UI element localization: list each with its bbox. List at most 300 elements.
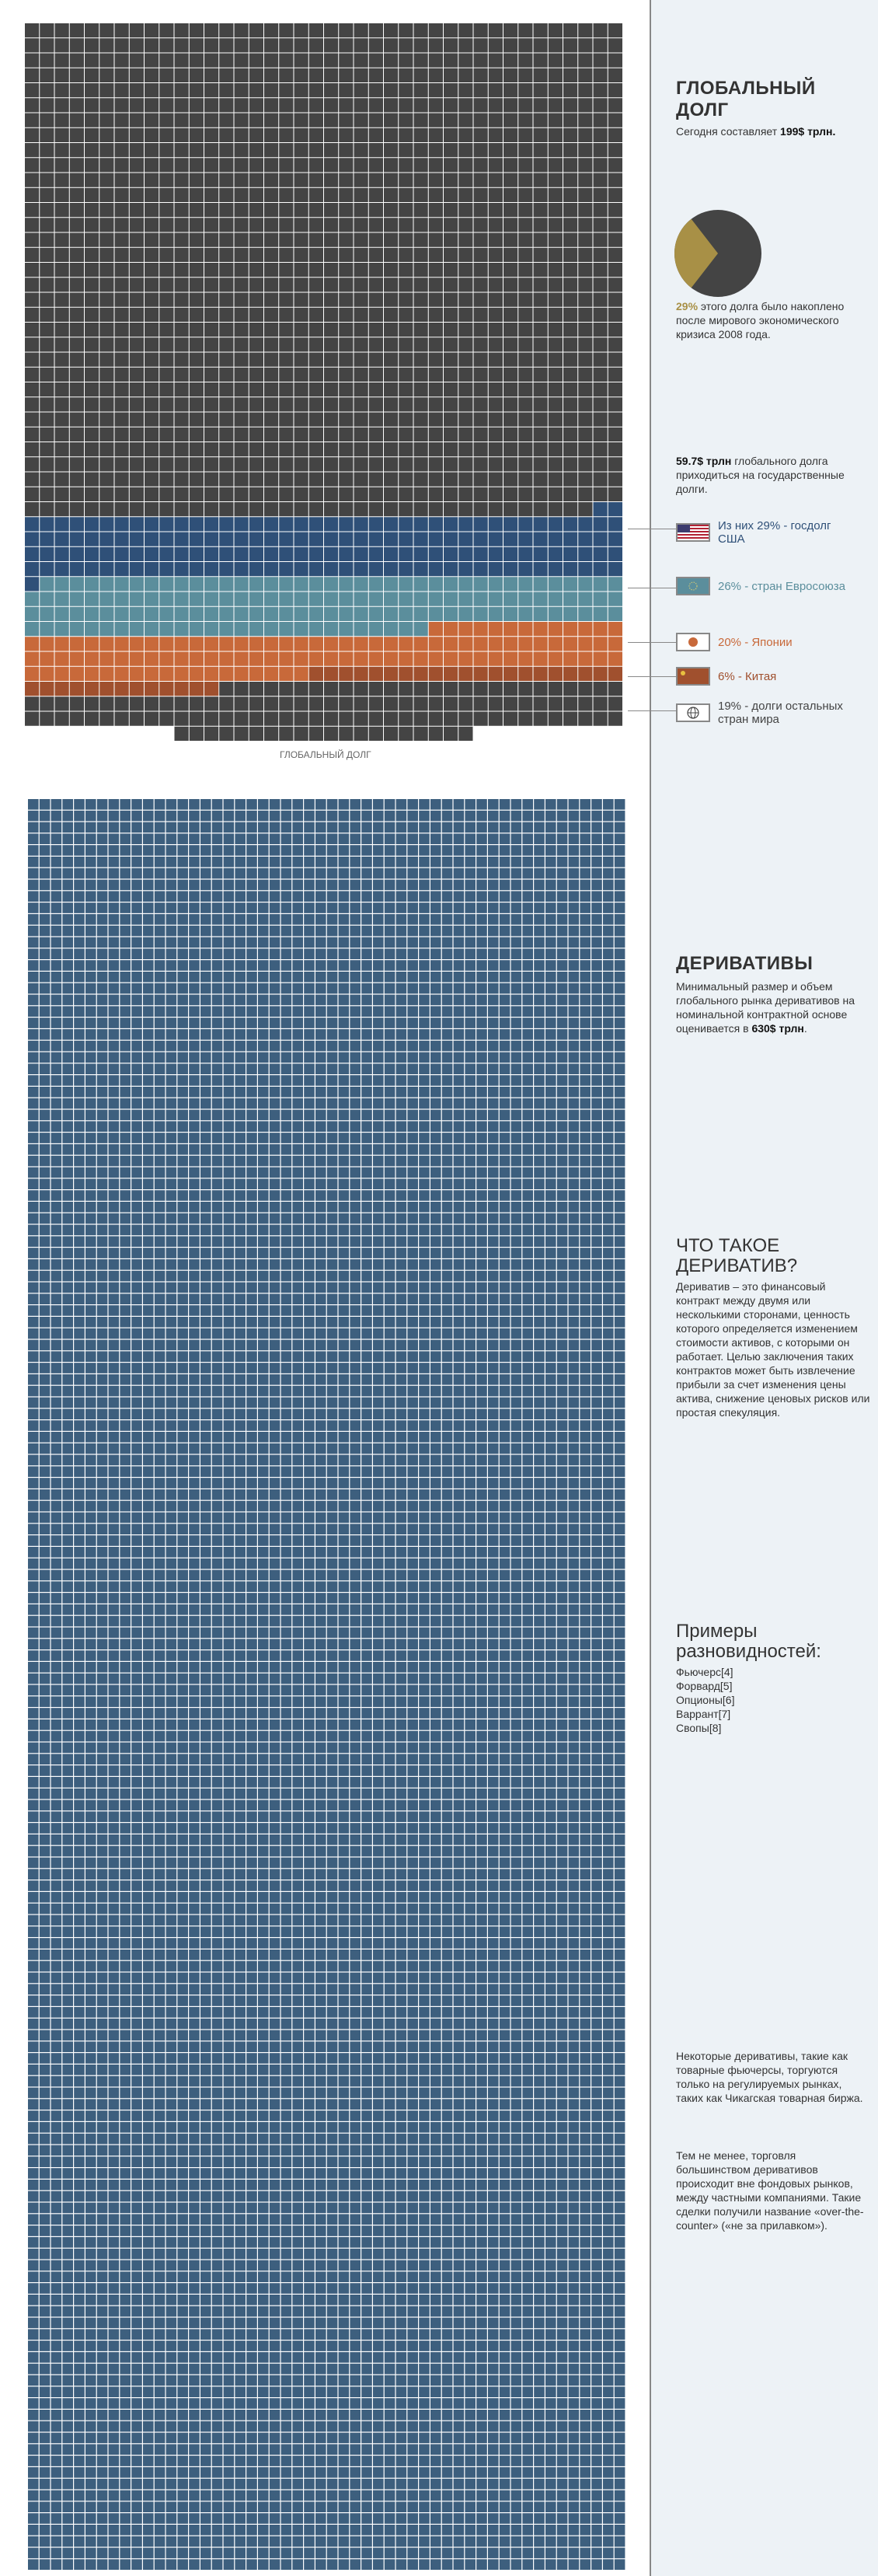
derivatives-cell [500,1443,510,1454]
derivatives-cell [246,1478,257,1489]
derivatives-cell [304,1041,315,1052]
derivatives-cell [465,1305,476,1316]
derivatives-cell [580,1466,591,1477]
derivatives-cell [143,960,154,971]
derivatives-cell [476,1283,487,1293]
derivatives-cell [534,891,545,902]
derivatives-cell [557,868,568,879]
derivatives-cell [396,983,407,994]
derivatives-cell [580,972,591,983]
derivatives-cell [580,1374,591,1385]
derivatives-cell [545,1052,556,1063]
derivatives-cell [385,1351,395,1362]
derivatives-cell [373,1202,384,1213]
derivatives-cell [488,857,499,867]
derivatives-cell [270,1017,280,1028]
derivatives-cell [281,1213,292,1224]
derivatives-cell [131,995,142,1006]
derivatives-cell [545,1098,556,1109]
derivatives-cell [177,1271,188,1282]
derivatives-cell [603,1398,614,1408]
derivatives-cell [476,1144,487,1155]
derivatives-cell [166,1144,177,1155]
derivatives-cell [327,983,338,994]
derivatives-cell [419,1293,430,1304]
derivatives-cell [281,1202,292,1213]
derivatives-cell [120,822,131,833]
derivatives-cell [304,1225,315,1236]
derivatives-cell [235,1478,246,1489]
derivatives-cell [488,1271,499,1282]
derivatives-cell [350,1178,361,1189]
derivatives-cell [131,926,142,937]
derivatives-cell [166,1466,177,1477]
derivatives-cell [350,1248,361,1258]
derivatives-cell [143,1455,154,1466]
derivatives-cell [361,1340,372,1351]
derivatives-cell [281,1063,292,1074]
derivatives-cell [143,811,154,822]
derivatives-cell [465,1351,476,1362]
derivatives-cell [97,1075,108,1086]
derivatives-cell [522,995,533,1006]
derivatives-cell [591,995,602,1006]
derivatives-cell [603,1271,614,1282]
derivatives-cell [40,1408,51,1419]
derivatives-cell [40,880,51,891]
derivatives-cell [407,1178,418,1189]
derivatives-cell [189,845,200,856]
derivatives-cell [200,1317,211,1328]
derivatives-cell [189,833,200,844]
derivatives-cell [603,972,614,983]
derivatives-cell [74,1041,85,1052]
derivatives-cell [85,1363,96,1374]
derivatives-cell [476,1248,487,1258]
derivatives-cell [557,1283,568,1293]
derivatives-cell [615,1455,625,1466]
derivatives-cell [270,1213,280,1224]
derivatives-cell [534,1386,545,1397]
derivatives-cell [85,914,96,925]
derivatives-cell [189,926,200,937]
derivatives-cell [385,1133,395,1143]
derivatives-cell [74,880,85,891]
derivatives-cell [500,1340,510,1351]
derivatives-cell [580,1178,591,1189]
derivatives-cell [350,868,361,879]
derivatives-cell [85,1041,96,1052]
derivatives-cell [407,891,418,902]
derivatives-cell [212,1443,223,1454]
derivatives-cell [200,1110,211,1121]
derivatives-cell [281,1398,292,1408]
derivatives-cell [258,1190,269,1201]
derivatives-cell [235,902,246,913]
derivatives-cell [569,1443,580,1454]
derivatives-cell [200,1408,211,1419]
derivatives-cell [361,1006,372,1017]
derivatives-cell [155,983,165,994]
derivatives-cell [511,857,522,867]
derivatives-cell [488,833,499,844]
derivatives-cell [270,1283,280,1293]
derivatives-cell [454,1063,465,1074]
derivatives-cell [569,995,580,1006]
derivatives-cell [51,1041,62,1052]
derivatives-cell [304,1420,315,1431]
derivatives-cell [212,960,223,971]
derivatives-cell [281,1110,292,1121]
derivatives-cell [235,1328,246,1339]
derivatives-cell [109,1432,120,1443]
derivatives-cell [189,1432,200,1443]
derivatives-cell [281,948,292,959]
derivatives-cell [315,995,326,1006]
derivatives-cell [442,1213,453,1224]
derivatives-cell [224,1259,235,1270]
derivatives-cell [40,1455,51,1466]
derivatives-cell [258,1374,269,1385]
derivatives-cell [85,1133,96,1143]
derivatives-cell [212,868,223,879]
derivatives-cell [339,845,350,856]
derivatives-cell [120,1408,131,1419]
derivatives-cell [361,1202,372,1213]
derivatives-cell [350,1317,361,1328]
derivatives-cell [603,1133,614,1143]
derivatives-cell [522,1374,533,1385]
derivatives-cell [373,811,384,822]
derivatives-cell [339,1271,350,1282]
derivatives-cell [615,1063,625,1074]
derivatives-cell [304,914,315,925]
derivatives-cell [396,1293,407,1304]
derivatives-cell [258,1443,269,1454]
derivatives-cell [396,1041,407,1052]
derivatives-cell [430,857,441,867]
derivatives-cell [522,811,533,822]
derivatives-cell [511,902,522,913]
derivatives-cell [281,1408,292,1419]
derivatives-cell [500,1144,510,1155]
derivatives-cell [603,960,614,971]
derivatives-cell [350,1052,361,1063]
derivatives-cell [177,1041,188,1052]
derivatives-cell [339,1110,350,1121]
derivatives-cell [385,1190,395,1201]
derivatives-cell [28,868,39,879]
derivatives-cell [488,1374,499,1385]
derivatives-cell [361,1317,372,1328]
derivatives-cell [143,995,154,1006]
derivatives-cell [373,1305,384,1316]
derivatives-cell [591,880,602,891]
derivatives-cell [580,1006,591,1017]
derivatives-cell [74,1063,85,1074]
derivatives-cell [281,822,292,833]
derivatives-cell [85,891,96,902]
derivatives-cell [430,1466,441,1477]
derivatives-cell [419,811,430,822]
derivatives-cell [430,1236,441,1247]
derivatives-cell [465,833,476,844]
derivatives-cell [615,891,625,902]
derivatives-cell [189,1063,200,1074]
derivatives-cell [143,833,154,844]
derivatives-cell [419,1271,430,1282]
derivatives-cell [580,1386,591,1397]
derivatives-cell [304,960,315,971]
derivatives-cell [419,1168,430,1178]
derivatives-cell [465,822,476,833]
derivatives-cell [304,937,315,948]
derivatives-cell [40,1075,51,1086]
derivatives-cell [500,891,510,902]
derivatives-cell [373,926,384,937]
derivatives-cell [258,1029,269,1040]
derivatives-cell [155,1029,165,1040]
derivatives-cell [177,937,188,948]
derivatives-cell [281,1236,292,1247]
derivatives-cell [155,1408,165,1419]
derivatives-cell [327,1017,338,1028]
derivatives-cell [85,1121,96,1132]
derivatives-cell [109,1202,120,1213]
derivatives-cell [327,1052,338,1063]
derivatives-cell [465,1248,476,1258]
derivatives-cell [270,1168,280,1178]
derivatives-cell [97,983,108,994]
derivatives-cell [109,868,120,879]
derivatives-cell [315,1478,326,1489]
derivatives-cell [350,1213,361,1224]
derivatives-cell [615,1328,625,1339]
derivatives-cell [28,1305,39,1316]
derivatives-cell [224,914,235,925]
derivatives-cell [235,833,246,844]
derivatives-cell [511,1202,522,1213]
derivatives-cell [97,1052,108,1063]
derivatives-cell [361,1386,372,1397]
derivatives-cell [615,1398,625,1408]
derivatives-cell [315,1305,326,1316]
derivatives-cell [85,1168,96,1178]
derivatives-cell [603,880,614,891]
derivatives-cell [454,1098,465,1109]
derivatives-cell [235,914,246,925]
derivatives-cell [258,891,269,902]
derivatives-cell [488,995,499,1006]
derivatives-cell [224,868,235,879]
derivatives-cell [580,845,591,856]
derivatives-cell [488,1248,499,1258]
derivatives-cell [212,1432,223,1443]
derivatives-cell [40,1168,51,1178]
derivatives-cell [62,1041,73,1052]
derivatives-cell [430,1293,441,1304]
derivatives-cell [454,1144,465,1155]
derivatives-cell [40,833,51,844]
derivatives-cell [385,868,395,879]
derivatives-cell [569,983,580,994]
derivatives-cell [361,1363,372,1374]
derivatives-cell [166,1006,177,1017]
derivatives-cell [177,1110,188,1121]
derivatives-cell [212,1351,223,1362]
derivatives-cell [258,948,269,959]
derivatives-cell [350,1168,361,1178]
derivatives-cell [339,1225,350,1236]
derivatives-cell [292,1168,303,1178]
derivatives-cell [500,1133,510,1143]
derivatives-cell [373,1420,384,1431]
derivatives-cell [155,1202,165,1213]
derivatives-cell [235,1225,246,1236]
derivatives-cell [465,972,476,983]
derivatives-cell [465,857,476,867]
derivatives-cell [258,1178,269,1189]
derivatives-cell [62,926,73,937]
derivatives-cell [557,1443,568,1454]
derivatives-cell [189,1408,200,1419]
derivatives-cell [569,857,580,867]
derivatives-cell [304,1340,315,1351]
derivatives-cell [350,1006,361,1017]
derivatives-cell [350,1432,361,1443]
derivatives-cell [361,902,372,913]
derivatives-cell [131,937,142,948]
derivatives-cell [28,1225,39,1236]
derivatives-cell [224,1017,235,1028]
derivatives-cell [569,1063,580,1074]
derivatives-cell [28,914,39,925]
derivatives-cell [235,1017,246,1028]
derivatives-cell [258,1317,269,1328]
derivatives-cell [177,822,188,833]
derivatives-cell [258,1466,269,1477]
derivatives-cell [292,1386,303,1397]
derivatives-cell [97,1029,108,1040]
derivatives-cell [545,845,556,856]
derivatives-cell [235,1351,246,1362]
derivatives-cell [603,1156,614,1167]
derivatives-cell [361,1374,372,1385]
derivatives-cell [407,1225,418,1236]
derivatives-cell [304,1052,315,1063]
derivatives-cell [304,902,315,913]
derivatives-cell [465,960,476,971]
derivatives-cell [292,914,303,925]
derivatives-cell [569,1202,580,1213]
derivatives-cell [419,1075,430,1086]
derivatives-cell [603,1087,614,1098]
derivatives-cell [40,1133,51,1143]
derivatives-cell [74,1363,85,1374]
derivatives-cell [511,926,522,937]
derivatives-cell [373,960,384,971]
derivatives-cell [51,1236,62,1247]
derivatives-cell [603,1110,614,1121]
derivatives-cell [396,960,407,971]
derivatives-cell [534,1133,545,1143]
derivatives-cell [339,960,350,971]
derivatives-cell [85,1351,96,1362]
derivatives-cell [361,937,372,948]
derivatives-cell [545,902,556,913]
derivatives-cell [569,1041,580,1052]
derivatives-cell [407,1190,418,1201]
derivatives-cell [258,1351,269,1362]
derivatives-cell [235,1432,246,1443]
derivatives-cell [430,1328,441,1339]
derivatives-cell [591,1283,602,1293]
derivatives-cell [281,1190,292,1201]
derivatives-cell [442,1259,453,1270]
derivatives-cell [292,983,303,994]
derivatives-cell [212,822,223,833]
derivatives-cell [580,822,591,833]
derivatives-cell [534,1017,545,1028]
derivatives-cell [350,960,361,971]
derivatives-cell [454,1386,465,1397]
derivatives-cell [557,1225,568,1236]
derivatives-cell [97,1351,108,1362]
derivatives-cell [304,1063,315,1074]
derivatives-cell [545,1420,556,1431]
derivatives-cell [385,1156,395,1167]
derivatives-cell [430,972,441,983]
derivatives-cell [189,1374,200,1385]
derivatives-cell [40,868,51,879]
derivatives-cell [476,1052,487,1063]
derivatives-cell [350,1063,361,1074]
derivatives-cell [407,926,418,937]
derivatives-cell [396,833,407,844]
derivatives-cell [281,983,292,994]
derivatives-cell [62,1317,73,1328]
derivatives-cell [131,1271,142,1282]
derivatives-cell [120,1293,131,1304]
derivatives-cell [235,1029,246,1040]
derivatives-cell [270,926,280,937]
derivatives-cell [569,1351,580,1362]
derivatives-cell [488,1213,499,1224]
derivatives-cell [131,1420,142,1431]
derivatives-cell [131,1259,142,1270]
derivatives-cell [166,1098,177,1109]
derivatives-cell [281,833,292,844]
derivatives-cell [511,1041,522,1052]
derivatives-cell [246,1328,257,1339]
derivatives-cell [177,1340,188,1351]
derivatives-cell [569,880,580,891]
derivatives-cell [51,1121,62,1132]
derivatives-cell [74,995,85,1006]
derivatives-cell [361,1110,372,1121]
derivatives-cell [51,1443,62,1454]
derivatives-cell [212,1156,223,1167]
derivatives-cell [500,937,510,948]
derivatives-cell [85,868,96,879]
derivatives-cell [189,1271,200,1282]
derivatives-cell [235,1443,246,1454]
derivatives-cell [534,1006,545,1017]
derivatives-cell [212,1466,223,1477]
derivatives-cell [143,1168,154,1178]
derivatives-cell [270,995,280,1006]
derivatives-cell [591,1075,602,1086]
